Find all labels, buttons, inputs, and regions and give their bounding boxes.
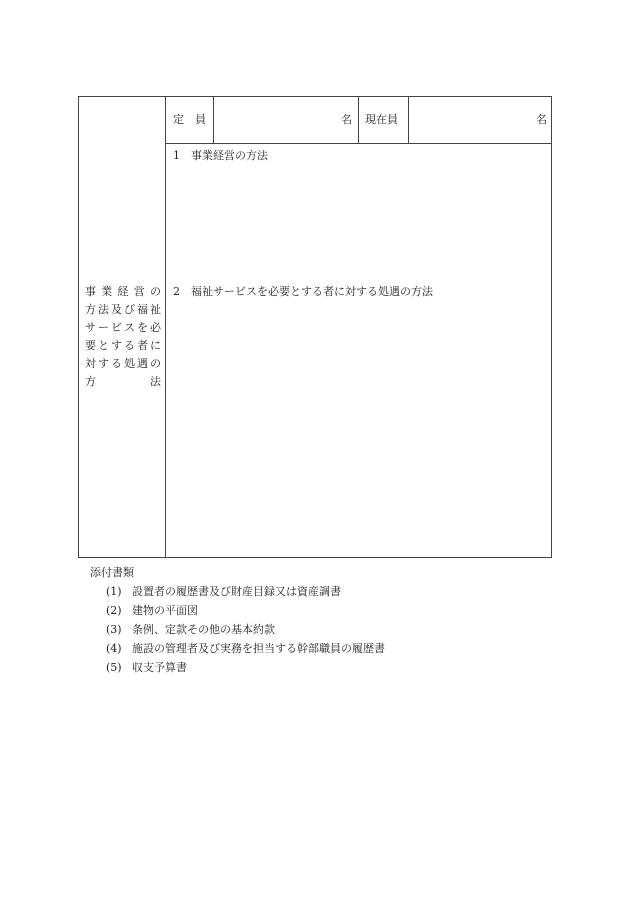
list-item-number: (3) — [106, 623, 122, 636]
form-table — [78, 96, 552, 558]
item-business-method: 1 事業経営の方法 — [173, 149, 268, 162]
list-item-number: (5) — [106, 661, 122, 674]
row-label-line: 要とする者に — [85, 339, 161, 352]
list-item-text: 条例、定款その他の基本約款 — [132, 623, 275, 636]
list-item-text: 建物の平面図 — [132, 604, 198, 617]
row-label-line: 対する処遇の — [85, 357, 161, 370]
list-item — [90, 658, 385, 677]
row-label-line: 方法及び福祉 — [85, 303, 161, 316]
list-item-text: 施設の管理者及び実務を担当する幹部職員の履歴書 — [132, 642, 385, 655]
list-item-number: (2) — [106, 604, 122, 617]
capacity-label: 定 員 — [173, 113, 206, 126]
table-divider — [358, 97, 359, 143]
current-staff-label: 現在員 — [365, 113, 398, 126]
attachments-title: 添付書類 — [90, 566, 134, 579]
list-item-number: (1) — [106, 585, 122, 598]
table-divider — [165, 143, 551, 144]
list-item-text: 収支予算書 — [132, 661, 187, 674]
item-service-method: 2 福祉サービスを必要とする者に対する処遇の方法 — [173, 285, 433, 298]
list-item — [90, 601, 385, 620]
capacity-unit: 名 — [341, 113, 352, 126]
row-label-line: 方 法 — [85, 375, 161, 388]
list-item — [90, 639, 385, 658]
row-label — [85, 283, 161, 391]
row-label-line: 事業経営の — [85, 285, 161, 298]
table-divider — [408, 97, 409, 143]
attachments-list — [90, 563, 385, 677]
table-divider — [213, 97, 214, 143]
list-item — [90, 582, 385, 601]
current-staff-unit: 名 — [536, 113, 547, 126]
list-item-text: 設置者の履歴書及び財産目録又は資産調書 — [132, 585, 341, 598]
list-item-number: (4) — [106, 642, 122, 655]
table-divider — [165, 97, 166, 557]
list-item — [90, 620, 385, 639]
row-label-line: サービスを必 — [85, 321, 161, 334]
